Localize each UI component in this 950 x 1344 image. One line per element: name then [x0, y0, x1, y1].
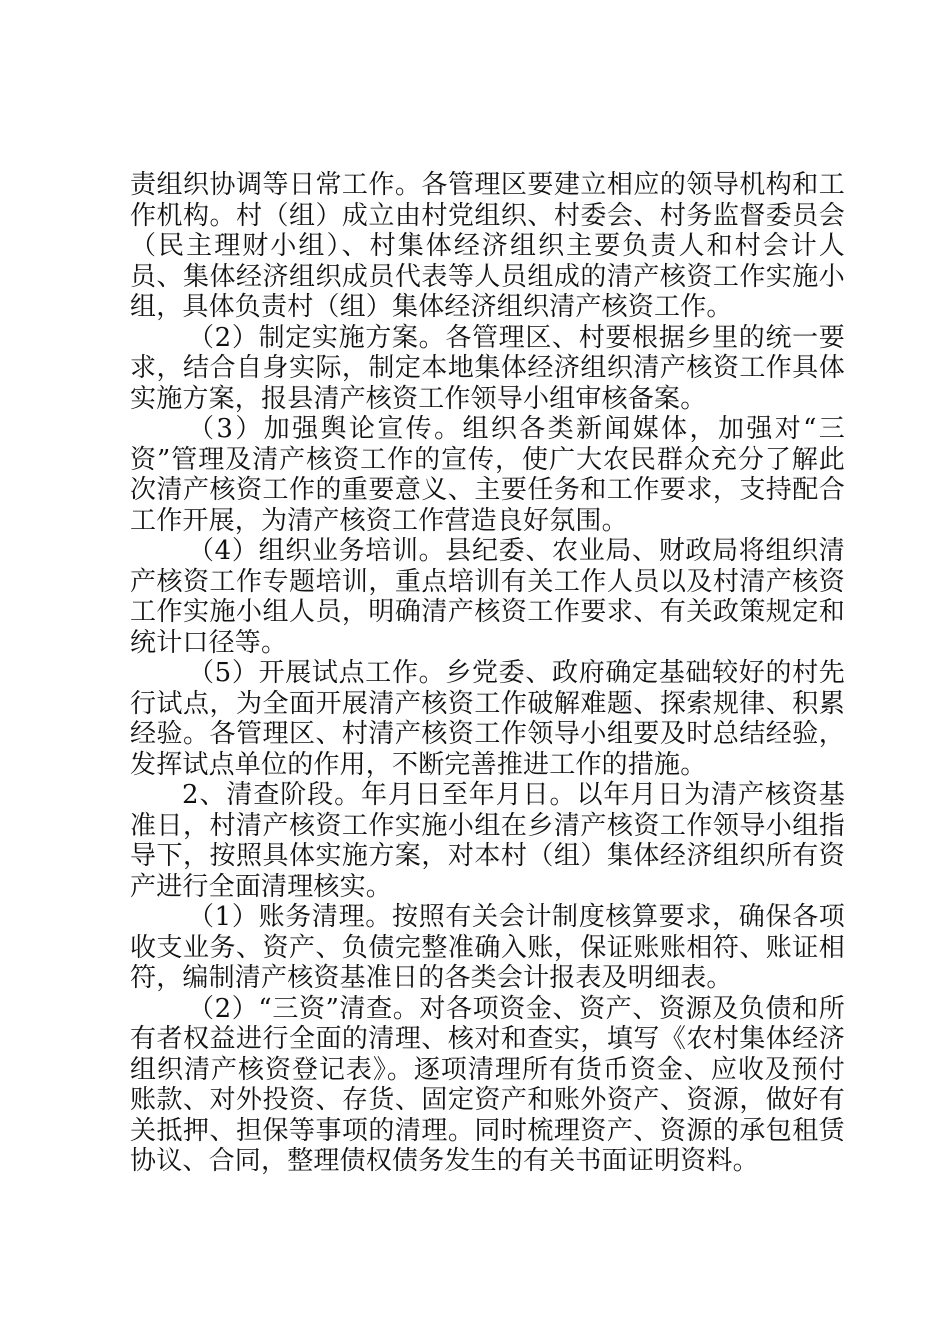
paragraph-section-2: 2、清查阶段。年月日至年月日。以年月日为清产核资基准日，村清产核资工作实施小组在乡清产核资工作领导小组指导下，按照具体实施方案，对本村（组）集体经济组织所有资产进行全面清理核实。: [130, 780, 845, 902]
paragraph-item-1: （1）账务清理。按照有关会计制度核算要求，确保各项收支业务、资产、负债完整准确入账，保证账账相符、账证相符，编制清产核资基准日的各类会计报表及明细表。: [130, 902, 845, 993]
paragraph-item-4: （4）组织业务培训。县纪委、农业局、财政局将组织清产核资工作专题培训，重点培训有关工作人员以及村清产核资工作实施小组人员，明确清产核资工作要求、有关政策规定和统计口径等。: [130, 536, 845, 658]
paragraph-item-2b: （2）“三资”清查。对各项资金、资产、资源及负债和所有者权益进行全面的清理、核对和查实，填写《农村集体经济组织清产核资登记表》。逐项清理所有货币资金、应收及预付账款、对外投资、存货、固定资产和账外资产、资源，做好有关抵押、担保等事项的清理。同时梳理资产、资源的承包租赁协议、合同，整理债权债务发生的有关书面证明资料。: [130, 993, 845, 1176]
paragraph-item-5: （5）开展试点工作。乡党委、政府确定基础较好的村先行试点，为全面开展清产核资工作破解难题、探索规律、积累经验。各管理区、村清产核资工作领导小组要及时总结经验，发挥试点单位的作用，不断完善推进工作的措施。: [130, 658, 845, 780]
paragraph-item-2: （2）制定实施方案。各管理区、村要根据乡里的统一要求，结合自身实际，制定本地集体经济组织清产核资工作具体实施方案，报县清产核资工作领导小组审核备案。: [130, 322, 845, 414]
document-body: [130, 170, 845, 1177]
paragraph-continuation: 责组织协调等日常工作。各管理区要建立相应的领导机构和工作机构。村（组）成立由村党组织、村委会、村务监督委员会（民主理财小组）、村集体经济组织主要负责人和村会计人员、集体经济组织成员代表等人员组成的清产核资工作实施小组，具体负责村（组）集体经济组织清产核资工作。: [130, 170, 845, 322]
paragraph-item-3: （3）加强舆论宣传。组织各类新闻媒体，加强对“三资”管理及清产核资工作的宣传，使广大农民群众充分了解此次清产核资工作的重要意义、主要任务和工作要求，支持配合工作开展，为清产核资工作营造良好氛围。: [130, 414, 845, 536]
